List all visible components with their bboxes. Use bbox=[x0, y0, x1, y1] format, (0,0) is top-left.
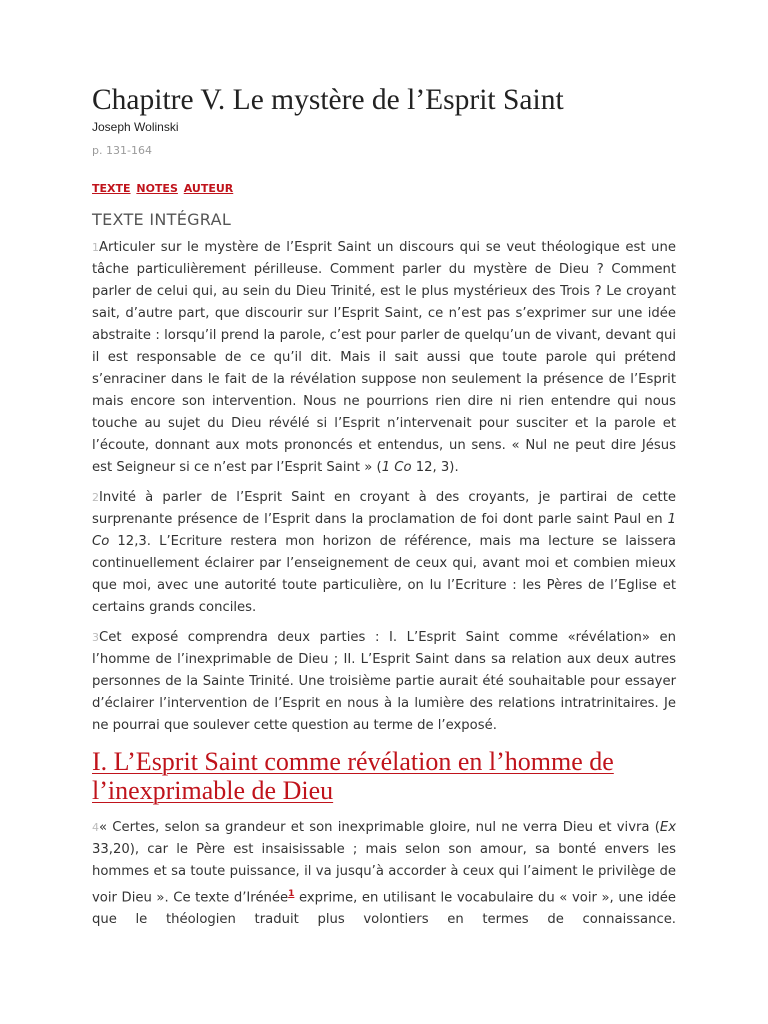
section-tabs bbox=[92, 182, 676, 196]
scripture-reference: Ex bbox=[659, 820, 676, 835]
section-heading[interactable]: I. L’Esprit Saint comme révélation en l’homme de l’inexprimable de Dieu bbox=[92, 747, 614, 805]
paragraph-text-end: exprime, en utilisant le vocabulaire du « voir », une idée que le théologien traduit plus volontiers en termes de connaissance. bbox=[92, 890, 676, 928]
paragraph-text-end: 12, 3). bbox=[411, 460, 459, 475]
chapter-title: Chapitre V. Le mystère de l’Esprit Saint bbox=[92, 84, 564, 116]
author-name: Joseph Wolinski bbox=[92, 120, 179, 134]
paragraph-text-middle: 33,20), car le Père est insaisissable ; mais selon son amour, sa bonté envers les hommes et sa toute puissance, il va jusqu’à accorder à ceux qui l’aiment le privilège de voir Dieu ». Ce texte d’Irénée bbox=[92, 842, 676, 906]
paragraph-4 bbox=[92, 817, 676, 931]
tab-notes[interactable]: NOTES bbox=[136, 182, 178, 195]
paragraph-2 bbox=[92, 487, 676, 619]
tab-auteur[interactable]: AUTEUR bbox=[183, 182, 234, 195]
document-page bbox=[92, 80, 676, 931]
scripture-reference: 1 Co bbox=[381, 460, 412, 475]
paragraph-number[interactable]: 3 bbox=[92, 631, 99, 644]
scripture-reference: 1 Co bbox=[92, 512, 676, 549]
page-range: p. 131-164 bbox=[92, 144, 152, 157]
paragraph-number[interactable]: 4 bbox=[92, 821, 99, 834]
section-label: TEXTE INTÉGRAL bbox=[92, 210, 232, 229]
paragraph-text: Articuler sur le mystère de l’Esprit Saint un discours qui se veut théologique est une tâche particulièrement périlleuse. Comment parler du mystère de Dieu ? Comment parler de celui qui, au sein du Dieu Trinité, est le plus mystérieux des Trois ? Le croyant sait, d’autre part, que discourir sur l’Esprit Saint, ce n’est pas s’exprimer sur une idée abstraite : lorsqu’il prend la parole, c’est pour parler de quelqu’un de vivant, devant qui il est responsable de ce qu’il dit. Mais il sait aussi que toute parole qui prétend s’enraciner dans le fait de la révélation suppose non seulement la présence de l’Esprit mais encore son intervention. Nous ne pourrions rien dire ni rien entendre qui nous touche au sujet du Dieu révélé si l’Esprit n’intervenait pour susciter et la parole et l’écoute, donnant aux mots prononcés et entendus, un sens. « Nul ne peut dire Jésus est Seigneur si ce n’est par l’Esprit Saint » ( bbox=[92, 240, 676, 475]
footnote-link[interactable]: 1 bbox=[288, 889, 295, 899]
paragraph-number[interactable]: 1 bbox=[92, 241, 99, 254]
paragraph-text: « Certes, selon sa grandeur et son inexprimable gloire, nul ne verra Dieu et vivra ( bbox=[99, 820, 660, 835]
paragraph-text-end: 12,3. L’Ecriture restera mon horizon de référence, mais ma lecture se laissera continuellement éclairer par l’enseignement de ceux qui, avant moi et combien mieux que moi, avec une autorité toute particulière, on lu l’Ecriture : les Pères de l’Eglise et certains grands conciles. bbox=[92, 534, 676, 615]
paragraph-text: Invité à parler de l’Esprit Saint en croyant à des croyants, je partirai de cette surprenante présence de l’Esprit dans la proclamation de foi dont parle saint Paul en bbox=[92, 490, 676, 527]
tab-texte[interactable]: TEXTE bbox=[92, 182, 131, 195]
paragraph-1 bbox=[92, 237, 676, 479]
paragraph-text: Cet exposé comprendra deux parties : I. L’Esprit Saint comme «révélation» en l’homme de l’inexprimable de Dieu ; II. L’Esprit Saint dans sa relation aux deux autres personnes de la Sainte Trinité. Une troisième partie aurait été souhaitable pour essayer d’éclairer l’intervention de l’Esprit en nous à la lumière des relations intratrinitaires. Je ne pourrai que soulever cette question au terme de l’exposé. bbox=[92, 630, 676, 733]
paragraph-number[interactable]: 2 bbox=[92, 491, 99, 504]
paragraph-3 bbox=[92, 627, 676, 737]
